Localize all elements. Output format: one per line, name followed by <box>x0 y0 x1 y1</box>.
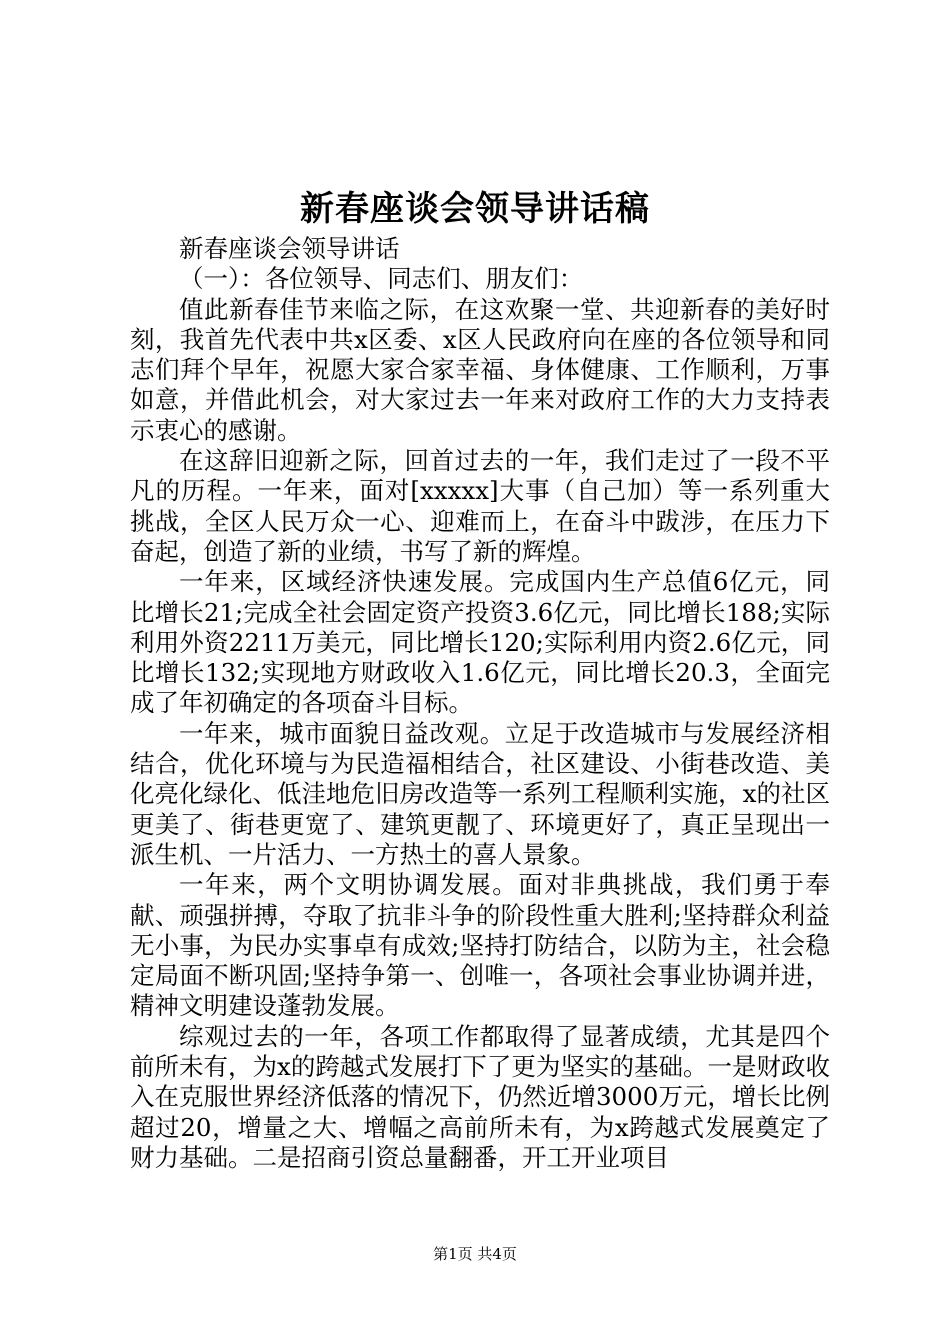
paragraph-subtitle: 新春座谈会领导讲话 <box>179 234 400 263</box>
document-title: 新春座谈会领导讲话稿 <box>300 189 650 229</box>
page-footer: 第1页 共4页 <box>433 1245 517 1263</box>
document-body <box>130 234 830 1173</box>
paragraph: 值此新春佳节来临之际，在这欢聚一堂、共迎新春的美好时刻，我首先代表中共x区委、x区人民政府向在座的各位领导和同志们拜个早年，祝愿大家合家幸福、身体健康、工作顺利，万事如意，并借此机会，对大家过去一年来对政府工作的大力支持表示衷心的感谢。 <box>130 294 830 445</box>
paragraph: 一年来，区域经济快速发展。完成国内生产总值6亿元，同比增长21;完成全社会固定资产投资3.6亿元，同比增长188;实际利用外资2211万美元，同比增长120;实际利用内资2.6亿元，同比增长132;实现地方财政收入1.6亿元，同比增长20.3，全面完成了年初确定的各项奋斗目标。 <box>130 567 830 718</box>
paragraph: 一年来，两个文明协调发展。面对非典挑战，我们勇于奉献、顽强拼搏，夺取了抗非斗争的阶段性重大胜利;坚持群众利益无小事，为民办实事卓有成效;坚持打防结合，以防为主，社会稳定局面不断巩固;坚持争第一、创唯一，各项社会事业协调并进，精神文明建设蓬勃发展。 <box>130 870 830 1021</box>
paragraph: 在这辞旧迎新之际，回首过去的一年，我们走过了一段不平凡的历程。一年来，面对[xxxxx]大事（自己加）等一系列重大挑战，全区人民万众一心、迎难而上，在奋斗中跋涉，在压力下奋起，创造了新的业绩，书写了新的辉煌。 <box>130 446 830 566</box>
paragraph-salutation: （一）：各位领导、同志们、朋友们： <box>179 264 584 294</box>
paragraph: 综观过去的一年，各项工作都取得了显著成绩，尤其是四个前所未有，为x的跨越式发展打下了更为坚实的基础。一是财政收入在克服世界经济低落的情况下，仍然近增3000万元，增长比例超过20，增量之大、增幅之高前所未有，为x跨越式发展奠定了财力基础。二是招商引资总量翻番，开工开业项目 <box>130 1021 830 1172</box>
paragraph: 一年来，城市面貌日益改观。立足于改造城市与发展经济相结合，优化环境与为民造福相结合，社区建设、小街巷改造、美化亮化绿化、低洼地危旧房改造等一系列工程顺利实施，x的社区更美了、街巷更宽了、建筑更靓了、环境更好了，真正呈现出一派生机、一片活力、一方热土的喜人景象。 <box>130 718 830 869</box>
